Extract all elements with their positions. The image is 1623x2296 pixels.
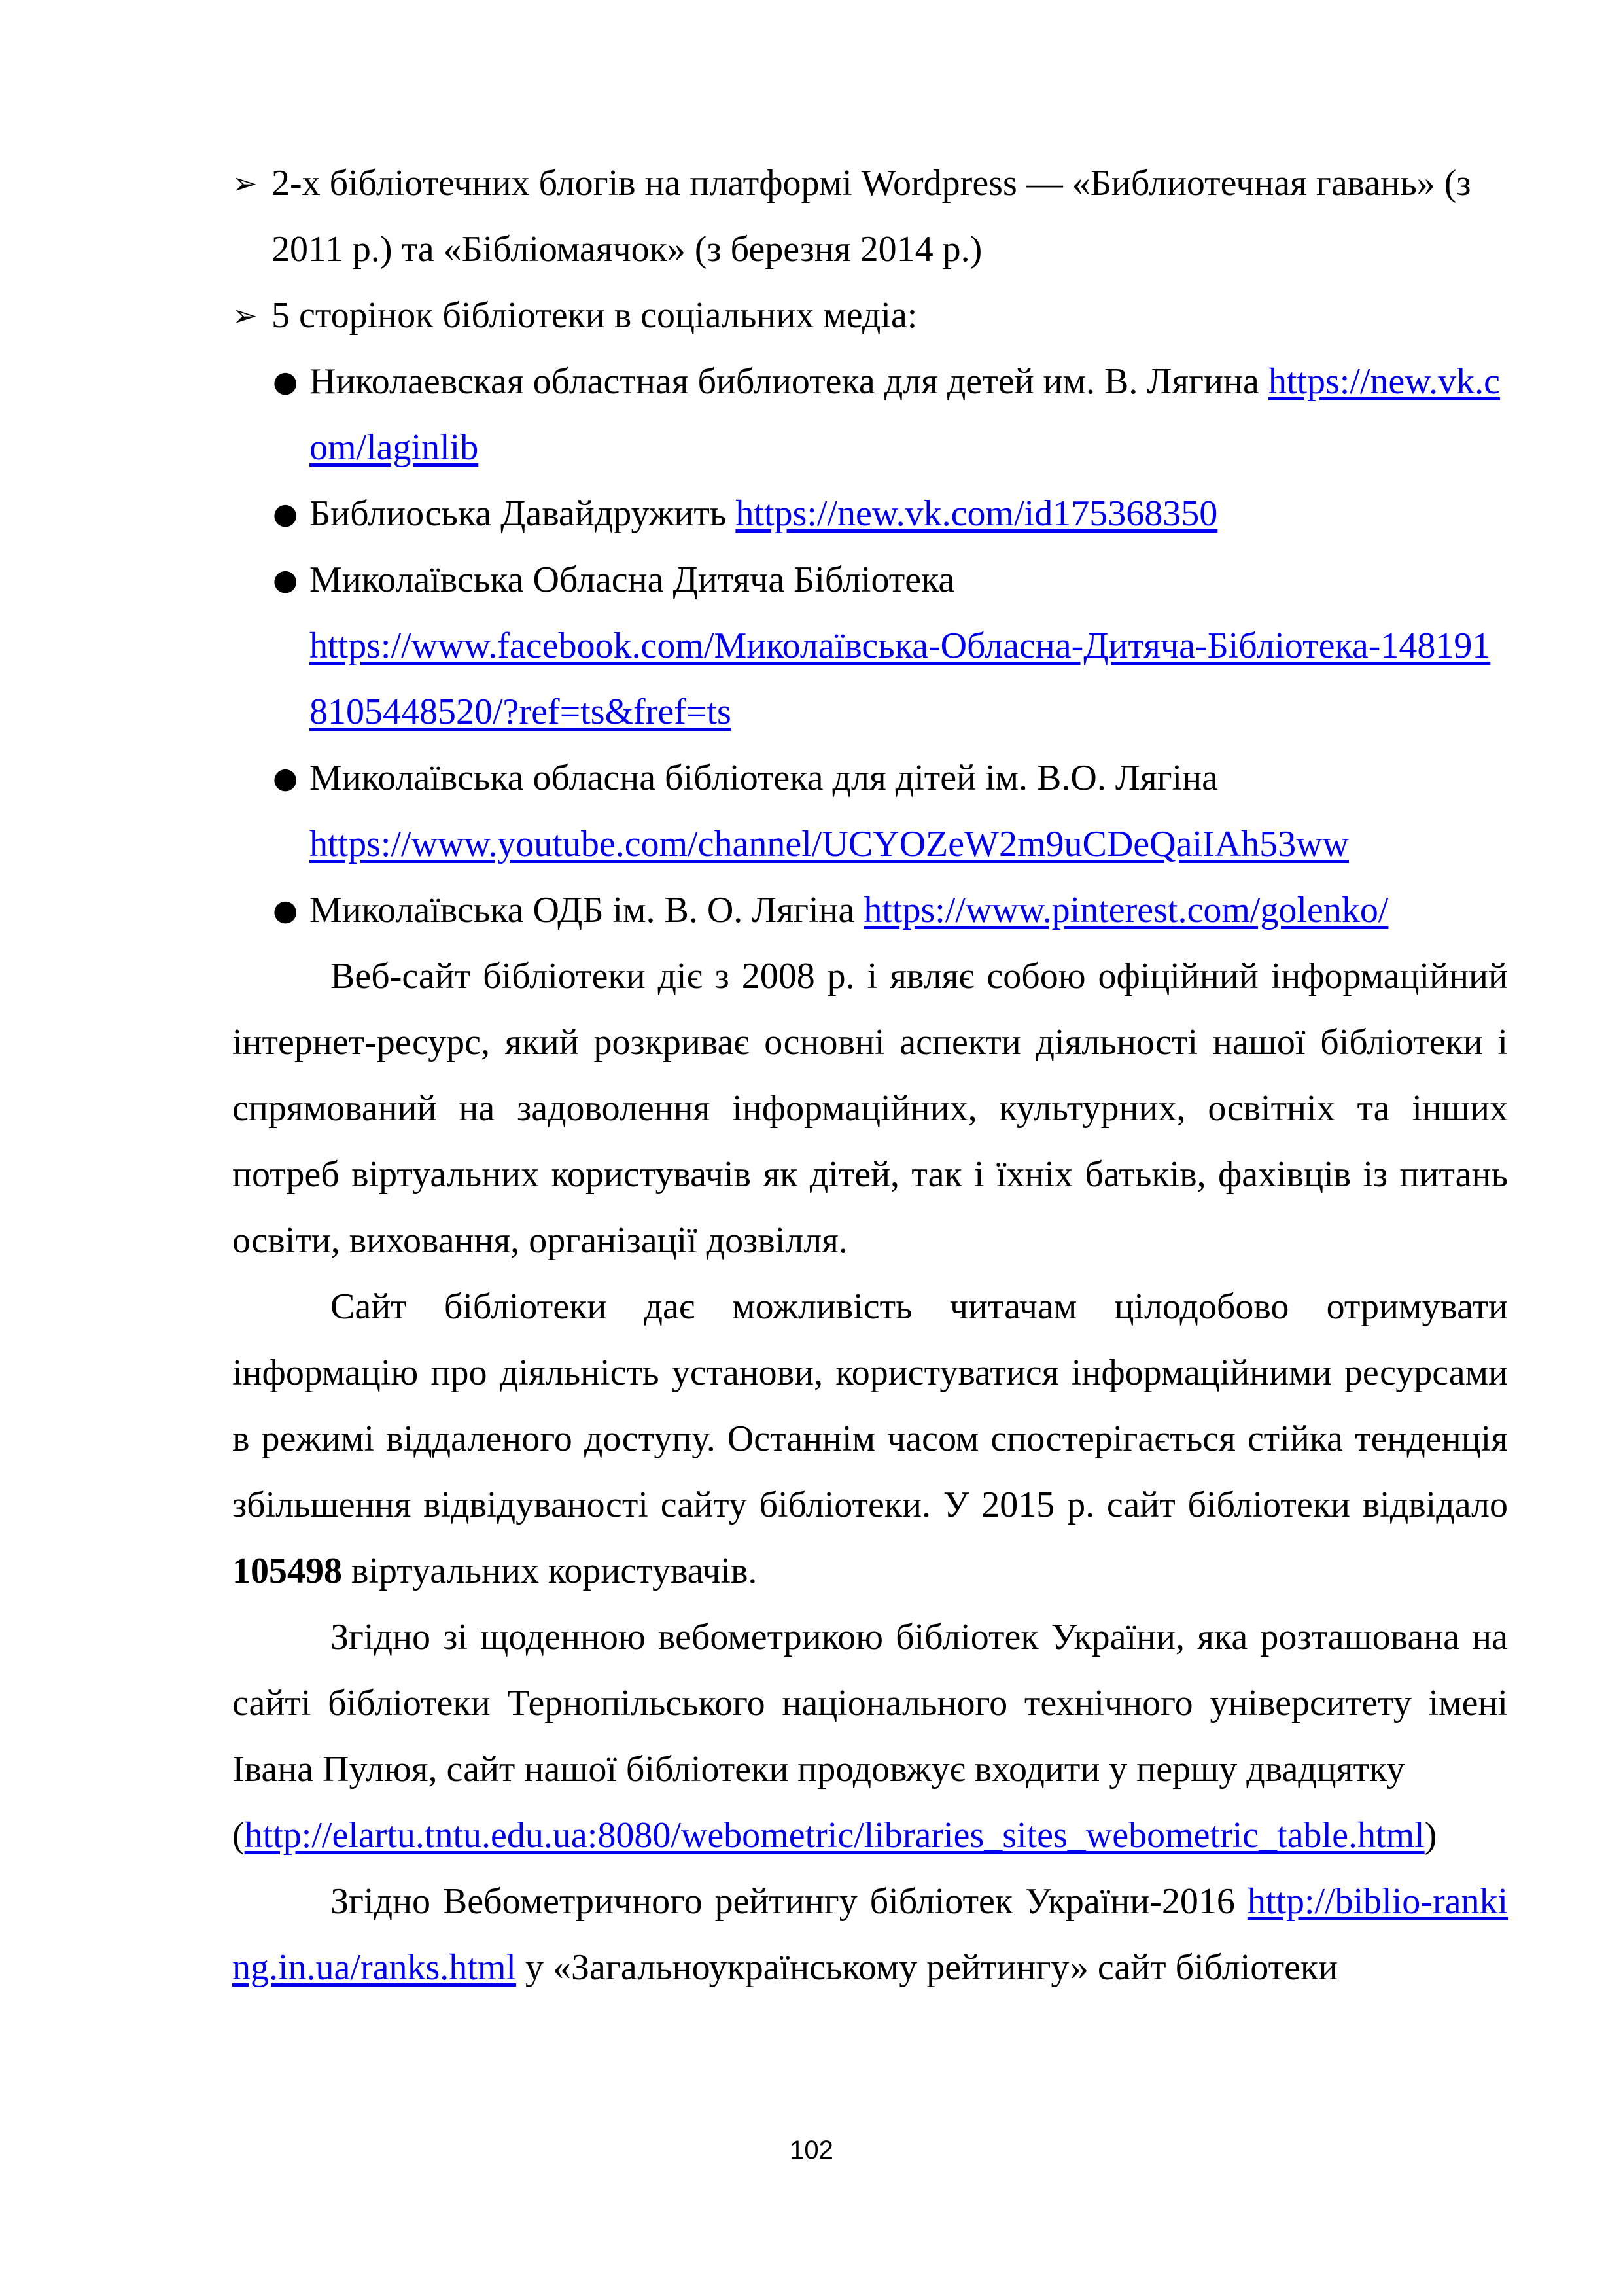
social-item-facebook — [232, 547, 1508, 745]
bullet-icon: ● — [273, 762, 298, 795]
paragraph-text-tail: у «Загальноукраїнському рейтингу» сайт бібліотеки — [525, 1947, 1338, 1988]
arrow-bullet-icon: ➢ — [232, 298, 258, 333]
paragraph-webometrics — [232, 1604, 1508, 1803]
list-item-blogs — [232, 150, 1508, 283]
bullet-icon: ● — [273, 497, 298, 531]
social-link-facebook[interactable]: https://www.facebook.com/Миколаївська-Обласна-Дитяча-Бібліотека-1481918105448520/?ref=ts&fref=ts — [309, 626, 1491, 732]
bullet-icon: ● — [273, 894, 298, 927]
social-link-vk-laginlib[interactable]: https://new.vk.com/laginlib — [309, 361, 1500, 468]
social-item-name: Миколаївська Обласна Дитяча Бібліотека — [309, 559, 955, 600]
social-link-youtube[interactable]: https://www.youtube.com/channel/UCYOZeW2m9uCDeQaiIAh53ww — [309, 824, 1349, 864]
social-item-name: Миколаївська обласна бібліотека для дітей ім. В.О. Лягіна — [309, 758, 1218, 798]
list-item-text: 5 сторінок бібліотеки в соціальних медіа: — [271, 295, 918, 336]
paragraph-text: Сайт бібліотеки дає можливість читачам цілодобово отримувати інформацію про діяльність установи, користуватися інформаційними ресурсами в режимі віддаленого доступу. Останнім часом спостерігається стійка тенденція збільшення відвідуваності сайту бібліотеки. У 2015 р. сайт бібліотеки відвідало — [232, 1286, 1508, 1525]
social-item-vk-bibliosika — [232, 481, 1508, 547]
paragraph-site-opportunities — [232, 1274, 1508, 1604]
list-item-social-pages — [232, 283, 1508, 349]
open-paren: ( — [232, 1815, 245, 1856]
social-item-name: Миколаївська ОДБ ім. В. О. Лягіна — [309, 890, 855, 930]
social-item-name: Николаевская областная библиотека для детей им. В. Лягина — [309, 361, 1259, 402]
paragraph-text: Згідно Вебометричного рейтингу бібліотек України-2016 — [330, 1881, 1235, 1922]
close-paren: ) — [1424, 1815, 1437, 1856]
bullet-icon: ● — [273, 365, 298, 398]
visitors-count: 105498 — [232, 1551, 342, 1591]
webometrics-link-line — [232, 1803, 1508, 1869]
webometrics-link[interactable]: http://elartu.tntu.edu.ua:8080/webometric/libraries_sites_webometric_table.html — [244, 1815, 1425, 1856]
page-body — [232, 150, 1508, 2001]
bullet-icon: ● — [273, 563, 298, 597]
paragraph-text-tail: віртуальних користувачів. — [351, 1551, 758, 1591]
list-item-text: 2-х бібліотечних блогів на платформі Wordpress — «Библиотечная гавань» (з 2011 р.) та «Бібліомаячок» (з березня 2014 р.) — [271, 163, 1471, 270]
social-media-list — [232, 349, 1508, 944]
ranking-link[interactable]: http://biblio-ranking.in.ua/ranks.html — [232, 1881, 1509, 1988]
page-number: 102 — [790, 2136, 833, 2164]
paragraph-text: Згідно зі щоденною вебометрикою бібліотек України, яка розташована на сайті бібліотеки Тернопільського національного технічного університету імені Івана Пулюя, сайт нашої бібліотеки продовжує входити у першу двадцятку — [232, 1617, 1508, 1790]
social-link-vk-bibliosika[interactable]: https://new.vk.com/id175368350 — [735, 493, 1218, 534]
social-item-youtube — [232, 745, 1508, 877]
social-item-name: Библиоська Давайдружить — [309, 493, 727, 534]
arrow-bullet-icon: ➢ — [232, 166, 258, 201]
paragraph-ranking — [232, 1869, 1508, 2001]
social-item-pinterest — [232, 877, 1508, 944]
social-link-pinterest[interactable]: https://www.pinterest.com/golenko/ — [864, 890, 1389, 930]
social-item-vk-laginlib — [232, 349, 1508, 481]
paragraph-website: Веб-сайт бібліотеки діє з 2008 р. і являє собою офіційний інформаційний інтернет-ресурс, який розкриває основні аспекти діяльності нашої бібліотеки і спрямований на задоволення інформаційних, культурних, освітніх та інших потреб віртуальних користувачів як дітей, так і їхніх батьків, фахівців із питань освіти, виховання, організації дозвілля. — [232, 956, 1508, 1261]
